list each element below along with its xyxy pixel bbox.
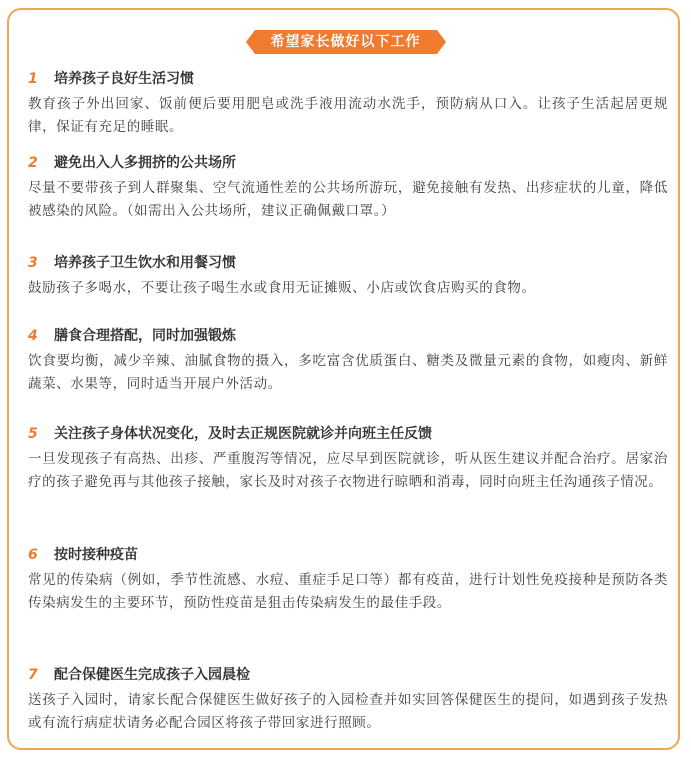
item-number: 6 (28, 547, 38, 563)
list-item (28, 152, 668, 223)
item-title-text: 配合保健医生完成孩子入园晨检 (54, 667, 250, 683)
item-title-text: 膳食合理搭配，同时加强锻炼 (54, 328, 236, 344)
item-number: 4 (28, 328, 38, 344)
item-title (28, 544, 668, 566)
item-body: 常见的传染病（例如，季节性流感、水痘、重症手足口等）都有疫苗，进行计划性免疫接种是预防各类传染病发生的主要环节，预防性疫苗是狙击传染病发生的最佳手段。 (28, 572, 668, 611)
banner-wrap (0, 30, 691, 54)
item-title-text: 按时接种疫苗 (54, 547, 138, 563)
list-item (28, 325, 668, 396)
item-number: 7 (28, 667, 38, 683)
item-number: 3 (28, 255, 38, 271)
item-number: 2 (28, 155, 38, 171)
item-title (28, 325, 668, 347)
item-title-text: 避免出入人多拥挤的公共场所 (54, 155, 236, 171)
list-item (28, 68, 668, 139)
list-item (28, 423, 668, 494)
item-body: 尽量不要带孩子到人群聚集、空气流通性差的公共场所游玩，避免接触有发热、出疹症状的儿童，降低被感染的风险。（如需出入公共场所，建议正确佩戴口罩。） (28, 180, 668, 219)
list-item (28, 544, 668, 615)
item-body: 教育孩子外出回家、饭前便后要用肥皂或洗手液用流动水洗手，预防病从口入。让孩子生活起居更规律，保证有充足的睡眠。 (28, 96, 668, 135)
item-title (28, 152, 668, 174)
item-title (28, 252, 668, 274)
item-body: 鼓励孩子多喝水，不要让孩子喝生水或食用无证摊贩、小店或饮食店购买的食物。 (28, 280, 536, 296)
list-item (28, 664, 668, 735)
item-title (28, 423, 668, 445)
item-title (28, 664, 668, 686)
item-body: 送孩子入园时，请家长配合保健医生做好孩子的入园检查并如实回答保健医生的提问，如遇到孩子发热或有流行病症状请务必配合园区将孩子带回家进行照顾。 (28, 692, 668, 731)
item-number: 1 (28, 71, 38, 87)
list-item (28, 252, 668, 300)
item-body: 饮食要均衡，减少辛辣、油腻食物的摄入，多吃富含优质蛋白、糖类及微量元素的食物，如瘦肉、新鲜蔬菜、水果等，同时适当开展户外活动。 (28, 353, 668, 392)
item-title-text: 关注孩子身体状况变化，及时去正规医院就诊并向班主任反馈 (54, 426, 432, 442)
item-body: 一旦发现孩子有高热、出疹、严重腹泻等情况，应尽早到医院就诊，听从医生建议并配合治疗。居家治疗的孩子避免再与其他孩子接触，家长及时对孩子衣物进行晾晒和消毒，同时向班主任沟通孩子情况。 (28, 451, 668, 490)
item-title (28, 68, 668, 90)
heading-banner: 希望家长做好以下工作 (255, 30, 437, 54)
item-number: 5 (28, 426, 38, 442)
item-title-text: 培养孩子良好生活习惯 (54, 71, 194, 87)
item-title-text: 培养孩子卫生饮水和用餐习惯 (54, 255, 236, 271)
